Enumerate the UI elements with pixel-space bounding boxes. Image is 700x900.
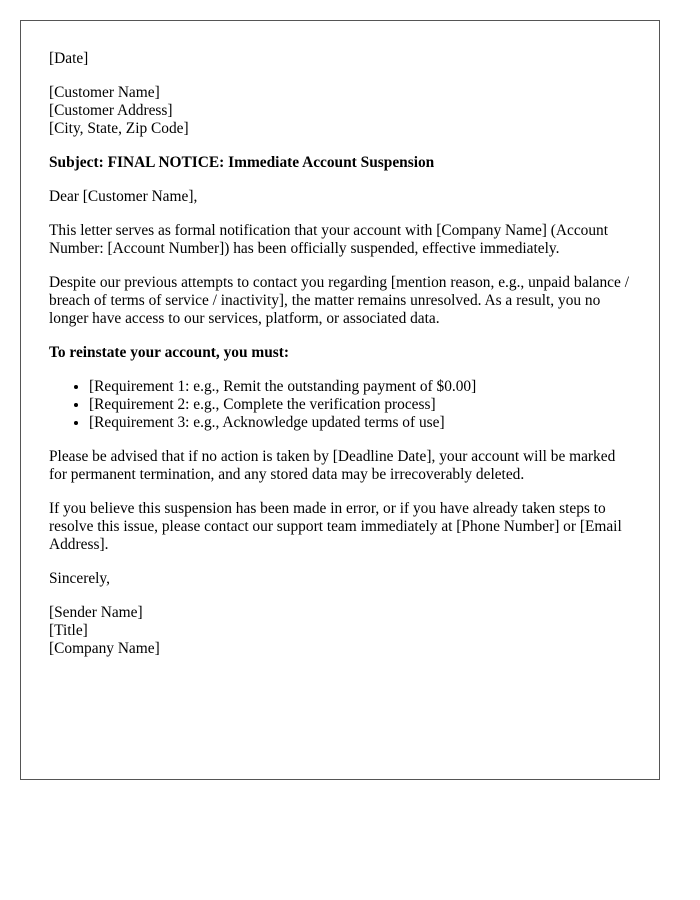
paragraph-contact: If you believe this suspension has been made in error, or if you have already taken steps to resolve this issue, please contact our support team immediately at [Phone Number] or [Email Address]. — [49, 500, 622, 553]
salutation: Dear [Customer Name], — [49, 188, 198, 205]
requirements-list — [49, 378, 631, 432]
recipient-city-state-zip: [City, State, Zip Code] — [49, 120, 189, 137]
recipient-block — [49, 84, 631, 138]
closing: Sincerely, — [49, 570, 110, 587]
signature-block — [49, 604, 631, 658]
letter-date: [Date] — [49, 50, 89, 67]
sender-title: [Title] — [49, 622, 88, 639]
paragraph-reason: Despite our previous attempts to contact you regarding [mention reason, e.g., unpaid balance / breach of terms of service / inactivity], the matter remains unresolved. As a result, you no longer have access to our services, platform, or associated data. — [49, 274, 629, 327]
recipient-name: [Customer Name] — [49, 84, 160, 101]
sender-name: [Sender Name] — [49, 604, 143, 621]
letter-page — [20, 20, 660, 780]
requirement-item: • [Requirement 3: e.g., Acknowledge updated terms of use] — [89, 414, 631, 432]
recipient-address: [Customer Address] — [49, 102, 173, 119]
requirements-heading: To reinstate your account, you must: — [49, 344, 289, 361]
paragraph-notification: This letter serves as formal notification that your account with [Company Name] (Account Number: [Account Number]) has been officially suspended, effective immediately. — [49, 222, 609, 257]
sender-company: [Company Name] — [49, 640, 160, 657]
paragraph-deadline: Please be advised that if no action is taken by [Deadline Date], your account will be marked for permanent termination, and any stored data may be irrecoverably deleted. — [49, 448, 616, 483]
subject-line: Subject: FINAL NOTICE: Immediate Account Suspension — [49, 154, 435, 171]
requirement-item: • [Requirement 2: e.g., Complete the verification process] — [89, 396, 631, 414]
requirement-item: • [Requirement 1: e.g., Remit the outstanding payment of $0.00] — [89, 378, 631, 396]
